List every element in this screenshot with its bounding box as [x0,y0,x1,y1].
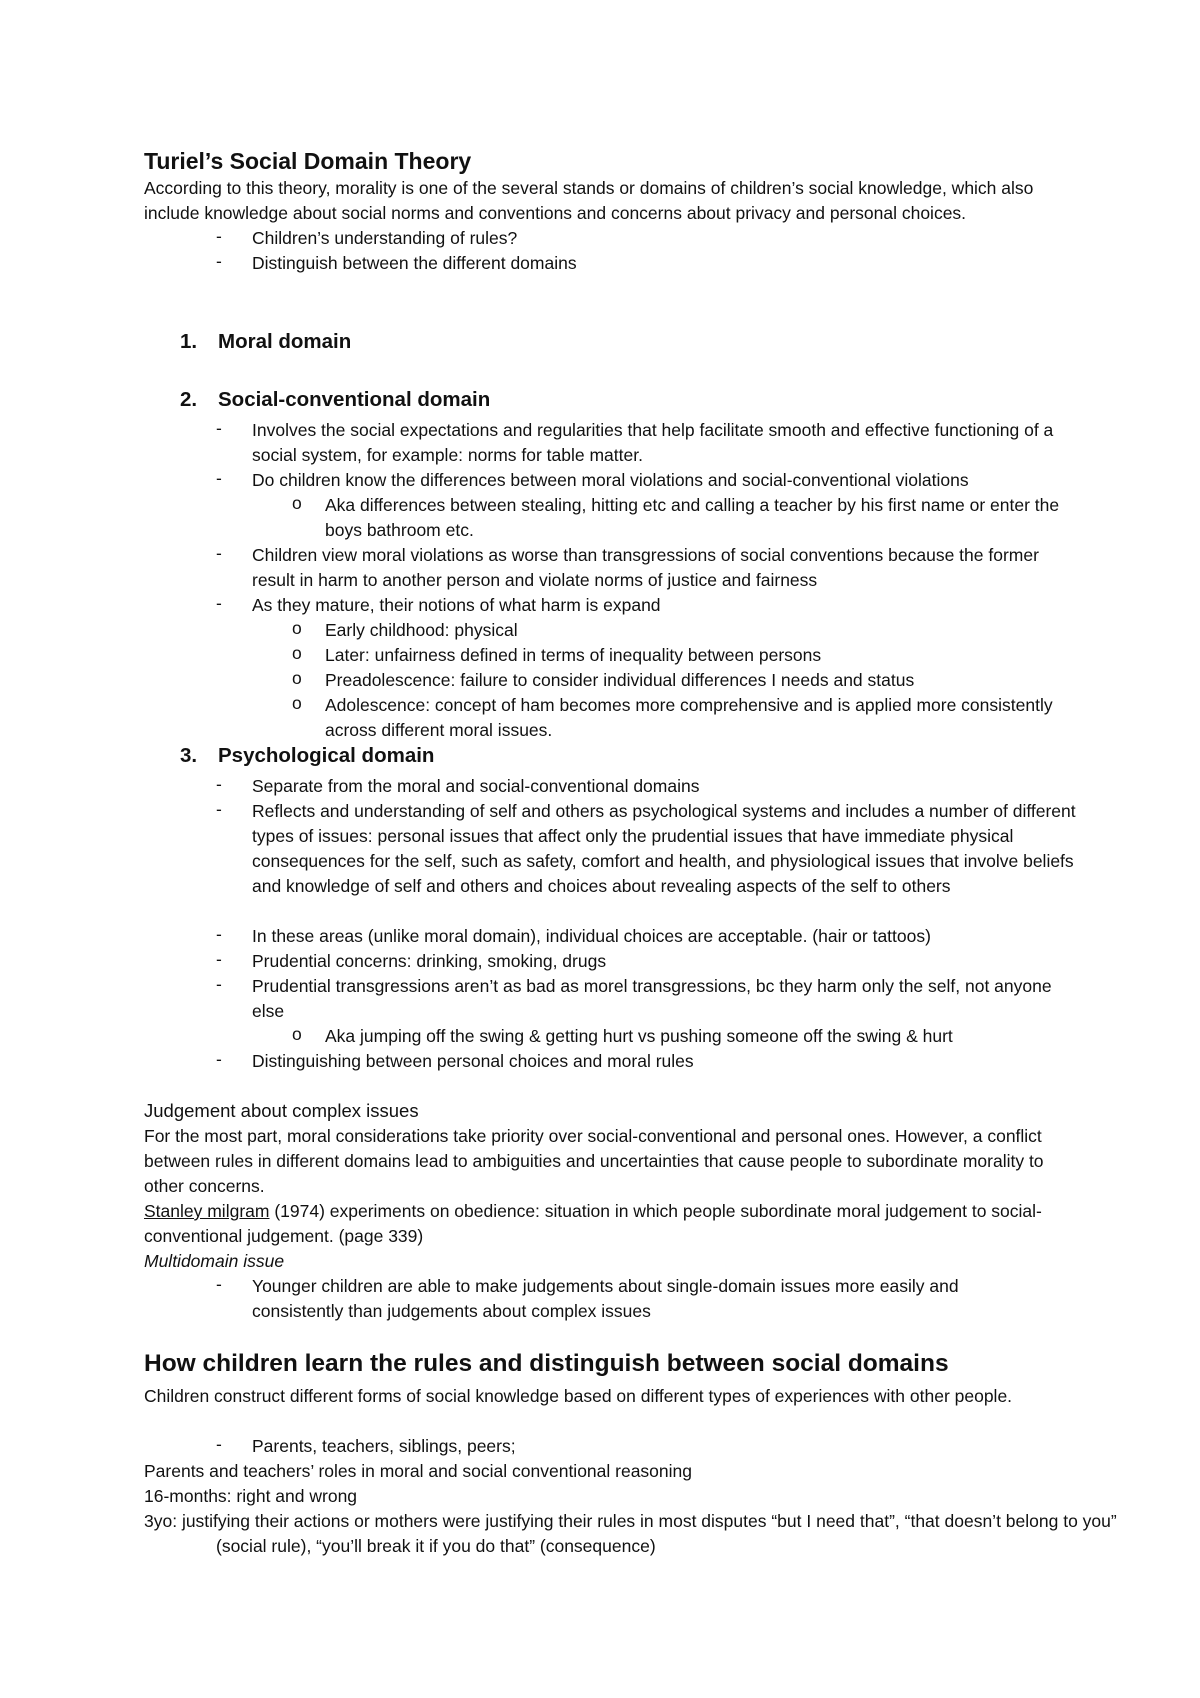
bullet-text: Distinguish between the different domains [252,253,577,273]
learn-paragraph: Children construct different forms of social knowledge based on different types of experiences with other people. [144,1386,1013,1406]
bullet-mark: - [216,1049,222,1069]
subbullet-mark: o [292,643,302,663]
bullet-text: Prudential transgressions aren’t as bad as morel transgressions, bc they harm only the self, not anyone else [252,976,1052,1021]
bullet-text: Distinguishing between personal choices and moral rules [252,1051,694,1071]
bullet-mark: - [216,774,222,794]
complex-paragraph: For the most part, moral considerations take priority over social-conventional and personal ones. However, a conflict between rules in different domains lead to ambiguities and uncertainties that cause people to subordinate morality to other concerns. [144,1126,1044,1196]
subbullet-mark: o [292,618,302,638]
subbullet-text: Later: unfairness defined in terms of inequality between persons [325,645,822,665]
milgram-name: Stanley milgram [144,1201,270,1221]
domain-number: 2. [180,388,198,411]
subbullet-mark: o [292,668,302,688]
bullet-text: Involves the social expectations and regularities that help facilitate smooth and effective functioning of a social system, for example: norms for table matter. [252,420,1054,465]
subbullet-mark: o [292,493,302,513]
bullet-text: As they mature, their notions of what harm is expand [252,595,661,615]
bullet-text: Children’s understanding of rules? [252,228,518,248]
bullet-mark: - [216,1434,222,1454]
subbullet-mark: o [292,693,302,713]
bullet-mark: - [216,418,222,438]
bullet-mark: - [216,974,222,994]
bullet-text: Reflects and understanding of self and others as psychological systems and includes a number of different types of issues: personal issues that affect only the prudential issues that have immediate physical consequences for the self, such as safety, comfort and health, and physiological issues that involve beliefs and knowledge of self and others and choices about revealing aspects of the self to others [252,801,1076,896]
bullet-mark: - [216,468,222,488]
subbullet-text: Preadolescence: failure to consider individual differences I needs and status [325,670,915,690]
domain-heading: Psychological domain [218,744,435,767]
bullet-text: Prudential concerns: drinking, smoking, drugs [252,951,607,971]
bullet-mark: - [216,226,222,246]
section-heading: Judgement about complex issues [144,1100,419,1121]
multidomain-label: Multidomain issue [144,1251,285,1271]
bullet-mark: - [216,593,222,613]
subbullet-text: Aka differences between stealing, hitting etc and calling a teacher by his first name or enter the boys bathroom etc. [325,495,1060,540]
bullet-mark: - [216,1274,222,1294]
subbullet-text: Adolescence: concept of ham becomes more comprehensive and is applied more consistently across different moral issues. [325,695,1053,740]
learn-line: 16-months: right and wrong [144,1486,358,1506]
domain-heading: Social-conventional domain [218,388,491,411]
domain-number: 3. [180,744,198,767]
milgram-paragraph [144,1199,1074,1249]
intro-paragraph: According to this theory, morality is one of the several stands or domains of children’s social knowledge, which also include knowledge about social norms and conventions and concerns about privacy and personal choices. [144,178,1034,223]
learn-line: 3yo: justifying their actions or mothers were justifying their rules in most disputes “but I need that”, “that doesn’t belong to you” (social rule), “you’ll break it if you do that” (consequence) [144,1511,1117,1556]
milgram-text: (1974) experiments on obedience: situation in which people subordinate moral judgement to social-conventional judgement. (page 339) [144,1201,1042,1246]
domain-heading: Moral domain [218,330,352,353]
bullet-text: Separate from the moral and social-conventional domains [252,776,700,796]
bullet-text: Do children know the differences between moral violations and social-conventional violations [252,470,969,490]
subbullet-text: Early childhood: physical [325,620,518,640]
section-title: How children learn the rules and distinguish between social domains [144,1350,949,1377]
learn-line: Parents and teachers’ roles in moral and social conventional reasoning [144,1461,693,1481]
page-title: Turiel’s Social Domain Theory [144,148,472,174]
bullet-text: Parents, teachers, siblings, peers; [252,1436,516,1456]
domain-number: 1. [180,330,198,353]
bullet-mark: - [216,949,222,969]
bullet-mark: - [216,799,222,819]
bullet-text: Younger children are able to make judgements about single-domain issues more easily and consistently than judgements about complex issues [252,1276,959,1321]
subbullet-mark: o [292,1024,302,1044]
bullet-mark: - [216,924,222,944]
bullet-mark: - [216,543,222,563]
bullet-text: In these areas (unlike moral domain), individual choices are acceptable. (hair or tattoos) [252,926,931,946]
bullet-mark: - [216,251,222,271]
bullet-text: Children view moral violations as worse than transgressions of social conventions because the former result in harm to another person and violate norms of justice and fairness [252,545,1039,590]
subbullet-text: Aka jumping off the swing & getting hurt vs pushing someone off the swing & hurt [325,1026,953,1046]
